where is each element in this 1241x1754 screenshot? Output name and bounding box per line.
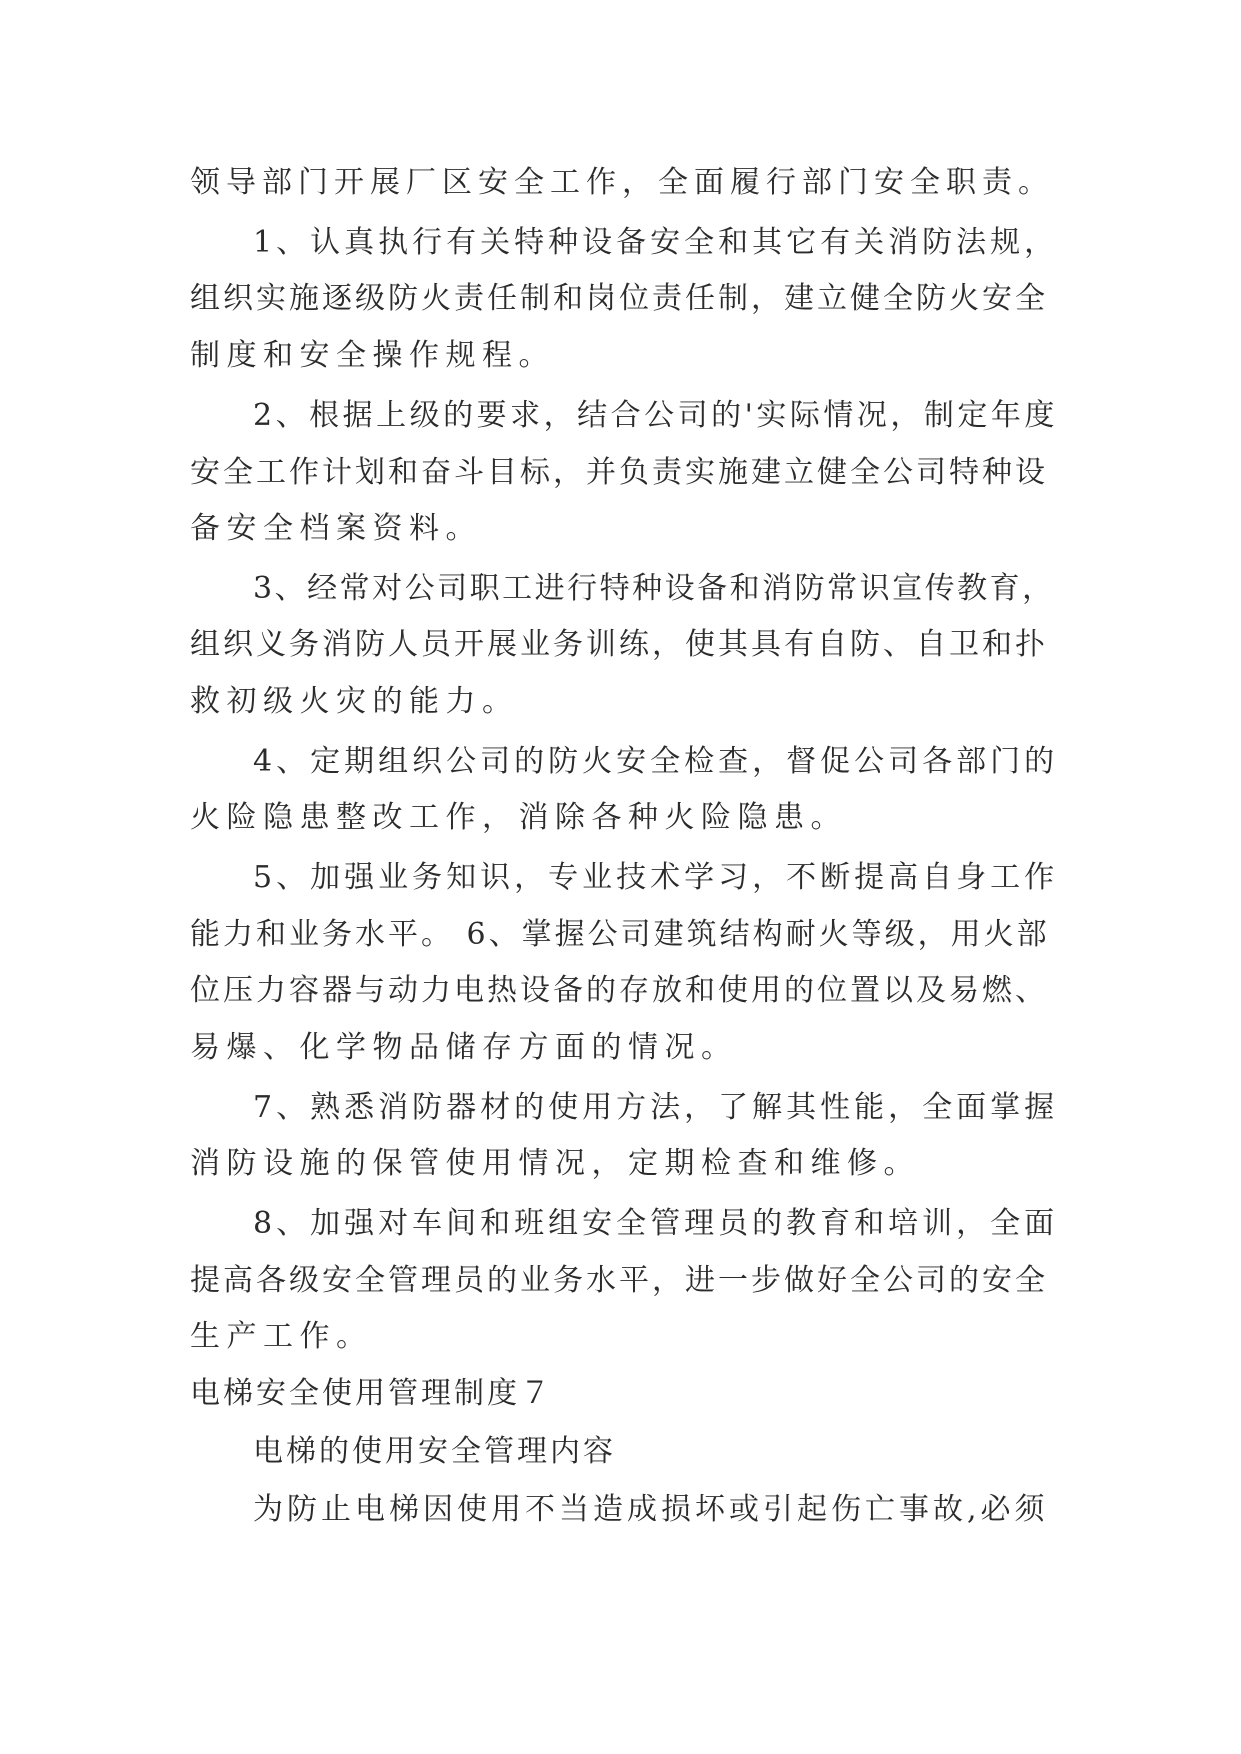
text-line: 救初级火灾的能力。 (190, 684, 519, 719)
text-line: 组织义务消防人员开展业务训练，使其具有自防、自卫和扑 (190, 627, 1048, 662)
text-line: 生产工作。 (190, 1319, 373, 1354)
text-line: 能力和业务水平。 6、掌握公司建筑结构耐火等级，用火部 (190, 917, 1050, 952)
text-line: 提高各级安全管理员的业务水平，进一步做好全公司的安全 (190, 1263, 1048, 1298)
text-line: 易爆、化学物品储存方面的情况。 (190, 1030, 738, 1065)
subsection-heading: 电梯的使用安全管理内容 (253, 1434, 616, 1469)
text-line: 1、认真执行有关特种设备安全和其它有关消防法规， (253, 225, 1059, 260)
text-line: 组织实施逐级防火责任制和岗位责任制，建立健全防火安全 (190, 281, 1048, 316)
text-line: 位压力容器与动力电热设备的存放和使用的位置以及易燃、 (190, 973, 1048, 1008)
text-line: 备安全档案资料。 (190, 511, 482, 546)
text-line: 为防止电梯因使用不当造成损坏或引起伤亡事故,必须 (253, 1492, 1049, 1527)
text-line: 领导部门开展厂区安全工作，全面履行部门安全职责。 (190, 165, 1054, 200)
text-line: 2、根据上级的要求，结合公司的'实际情况，制定年度 (253, 398, 1058, 433)
text-line: 火险隐患整改工作，消除各种火险隐患。 (190, 800, 847, 835)
text-line: 消防设施的保管使用情况，定期检查和维修。 (190, 1146, 920, 1181)
text-line: 制度和安全操作规程。 (190, 338, 555, 373)
text-line: 3、经常对公司职工进行特种设备和消防常识宣传教育， (253, 571, 1055, 606)
text-line: 8、加强对车间和班组安全管理员的教育和培训，全面 (253, 1206, 1059, 1241)
section-heading: 电梯安全使用管理制度７ (190, 1376, 553, 1411)
text-line: 安全工作计划和奋斗目标，并负责实施建立健全公司特种设 (190, 455, 1048, 490)
text-line: 5、加强业务知识，专业技术学习，不断提高自身工作 (253, 860, 1059, 895)
text-line: 4、定期组织公司的防火安全检查，督促公司各部门的 (253, 744, 1059, 779)
text-line: 7、熟悉消防器材的使用方法，了解其性能，全面掌握 (253, 1090, 1059, 1125)
